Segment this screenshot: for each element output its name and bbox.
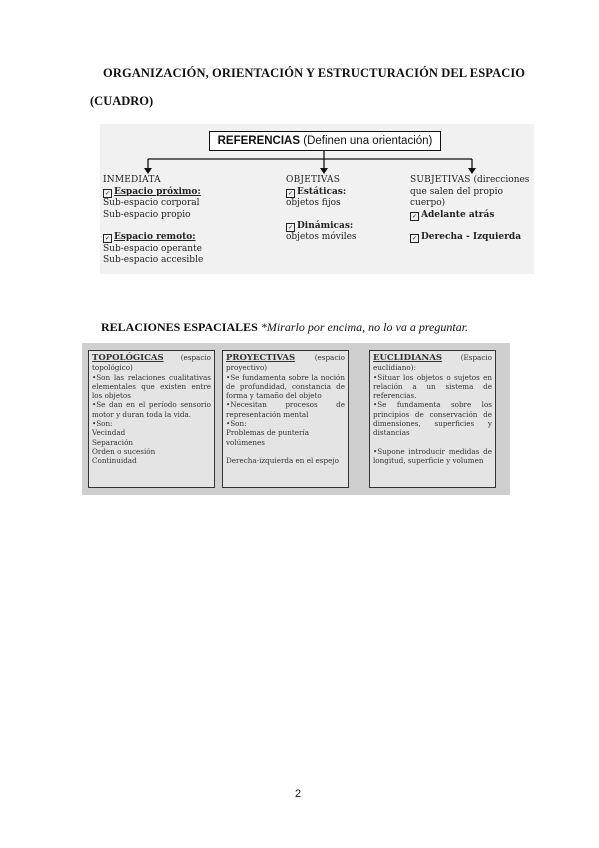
relaciones-note: *Mirarlo por encima, no lo va a preguntar. [260, 320, 469, 334]
page-title-line2: (CUADRO) [90, 94, 154, 108]
referencias-box [209, 131, 441, 151]
proyectivas-title: PROYECTIVAS [226, 353, 296, 363]
topologicas-line: •Se dan en el período sensorio motor y duran toda la vida. [92, 400, 211, 419]
topologicas-line: Separación [92, 437, 134, 447]
page-title: ORGANIZACIÓN, ORIENTACIÓN Y ESTRUCTURACIÓN DEL ESPACIO [103, 66, 526, 80]
proyectivas-line: Derecha-izquierda en el espejo [226, 455, 339, 465]
checkbox-icon: ✓ [104, 189, 111, 197]
checkbox-icon: ✓ [104, 235, 111, 242]
relaciones-heading [101, 320, 468, 335]
checkbox-icon: ✓ [411, 235, 418, 242]
relaciones-label: RELACIONES ESPACIALES [101, 320, 258, 334]
topologicas-line: •Son: [92, 419, 113, 429]
euclidianas-line: •Se fundamenta sobre los principios de conservación de dimensiones, superficies y distancias [373, 400, 492, 438]
proyectivas-line: Problemas de puntería [226, 428, 309, 438]
topologicas-line: Continuidad [92, 456, 137, 466]
sub-espacio-corporal: Sub-espacio corporal [103, 198, 200, 208]
topologicas-suffix: (espacio topológico) [92, 353, 211, 373]
euclidianas-line: •Supone introducir medidas de longitud, superficie y volumen [373, 446, 492, 465]
espacio-remoto: Espacio remoto: [114, 232, 196, 242]
inmediata-heading: INMEDIATA [103, 175, 161, 185]
checkbox-icon: ✓ [287, 189, 294, 197]
sub-espacio-propio: Sub-espacio propio [103, 209, 191, 220]
euclidianas-line: •Situar los objetos o sujetos en relación a un sistema de referencias. [373, 372, 492, 401]
topologicas-line: •Son las relaciones cualitativas elementales que existen entre los objetos [92, 372, 211, 401]
sub-espacio-operante: Sub-espacio operante [103, 243, 202, 254]
proyectivas-line: •Se fundamenta sobre la noción de profundidad, constancia de forma y tamaño del objeto [226, 372, 345, 401]
proyectivas-spacer [226, 447, 345, 456]
page-number: 2 [295, 788, 302, 800]
relaciones-panel [82, 343, 510, 495]
card-proyectivas [222, 350, 349, 488]
proyectivas-line: •Son: [226, 419, 247, 429]
column-objetivas [286, 175, 396, 244]
topologicas-title: TOPOLÓGICAS [92, 353, 164, 363]
column-subjetivas [410, 175, 534, 244]
euclidianas-suffix: (Espacio euclidiano): [373, 353, 492, 373]
subjetivas-line2: que salen del propio cuerpo) [410, 186, 503, 208]
objetivas-heading: OBJETIVAS [286, 175, 341, 185]
estaticas: Estáticas: [297, 186, 347, 197]
column-inmediata [103, 175, 233, 267]
euclidianas-title: EUCLIDIANAS [373, 353, 443, 363]
dinamicas: Dinámicas: [297, 220, 354, 231]
adelante-atras: Adelante atrás [421, 209, 495, 220]
topologicas-line: Orden o sucesión [92, 446, 156, 456]
sub-espacio-accesible: Sub-espacio accesible [103, 255, 204, 265]
referencias-suffix: (Definen una orientación) [303, 135, 433, 147]
objetos-moviles: objetos móviles [286, 232, 357, 242]
referencias-label: REFERENCIAS [217, 135, 301, 147]
subjetivas-suffix: (direcciones [473, 175, 530, 185]
objetos-fijos: objetos fijos [286, 198, 341, 208]
referencias-diagram [100, 124, 534, 274]
espacio-proximo: Espacio próximo: [114, 186, 201, 197]
euclidianas-spacer [373, 438, 492, 447]
proyectivas-line: volúmenes [226, 437, 265, 447]
checkbox-icon: ✓ [411, 212, 418, 220]
proyectivas-line: •Necesitan procesos de representación mental [226, 400, 345, 419]
checkbox-icon: ✓ [287, 223, 294, 231]
derecha-izquierda: Derecha - Izquierda [421, 232, 522, 242]
card-topologicas [88, 350, 215, 488]
topologicas-line: Vecindad [92, 428, 126, 438]
card-euclidianas [369, 350, 496, 488]
subjetivas-heading: SUBJETIVAS [410, 175, 471, 185]
proyectivas-suffix: (espacio proyectivo) [226, 353, 345, 373]
